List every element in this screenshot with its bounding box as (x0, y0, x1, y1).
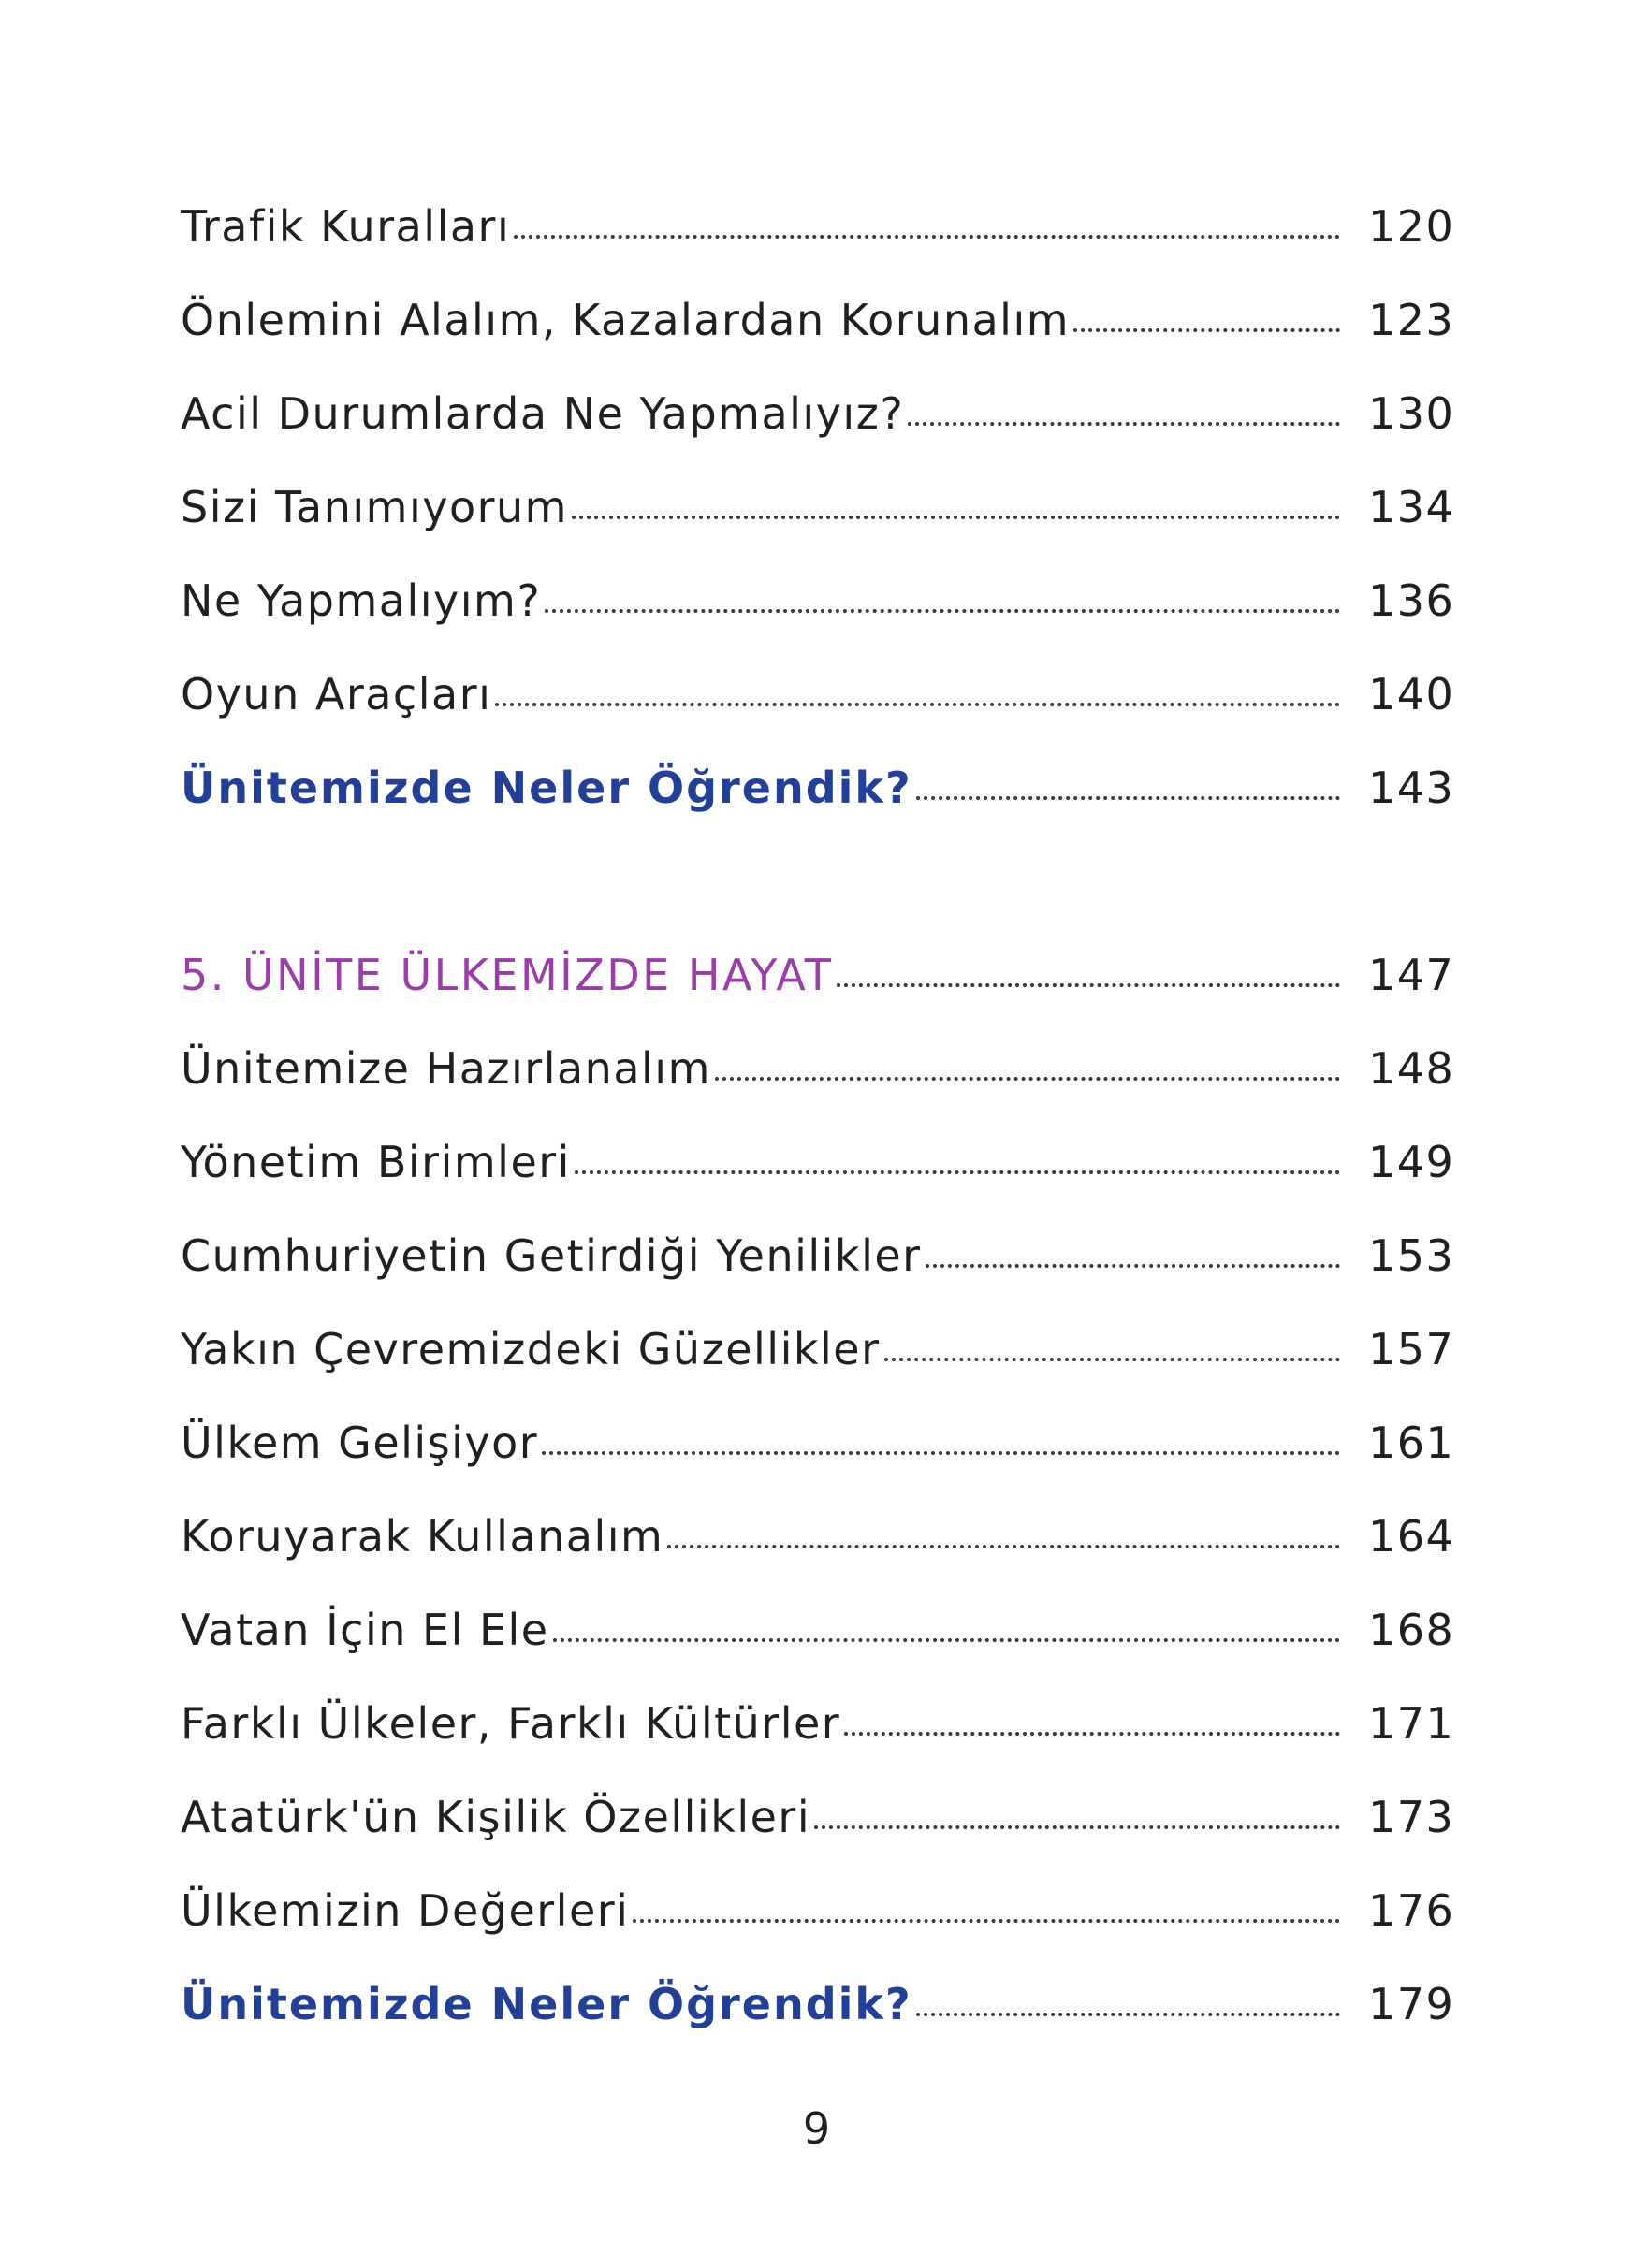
toc-entry-title: Ne Yapmalıyım? (181, 575, 542, 626)
toc-entry-page: 173 (1368, 1792, 1455, 1842)
dot-leader (884, 1358, 1341, 1361)
toc-entry-cumhuriyetin-getirdigi[interactable] (181, 1209, 1455, 1302)
dot-leader (916, 2013, 1340, 2016)
toc-entry-title: Acil Durumlarda Ne Yapmalıyız? (181, 388, 905, 439)
toc-entry-page: 148 (1368, 1043, 1455, 1094)
section-gap (181, 835, 1443, 928)
toc-entry-koruyarak-kullanalim[interactable] (181, 1490, 1455, 1583)
toc-entry-page: 161 (1368, 1418, 1455, 1468)
toc-entry-trafik-kurallari[interactable] (181, 180, 1455, 273)
toc-entry-title: Ülkemizin Değerleri (181, 1885, 630, 1936)
dot-leader (553, 1638, 1340, 1642)
toc-entry-farkli-ulkeler[interactable] (181, 1677, 1455, 1770)
toc-entry-title: Cumhuriyetin Getirdiği Yenilikler (181, 1230, 922, 1281)
toc-entry-ulkem-gelisiyor[interactable] (181, 1396, 1455, 1490)
toc-entry-title: Trafik Kuralları (181, 201, 511, 252)
dot-leader (844, 1732, 1340, 1736)
toc-entry-ne-yapmaliyim[interactable] (181, 554, 1455, 647)
toc-entry-page: 134 (1368, 482, 1455, 532)
toc-entry-page: 179 (1368, 1979, 1455, 2029)
toc-entry-unit-summary[interactable] (181, 1957, 1455, 2051)
toc-entry-page: 149 (1368, 1137, 1455, 1187)
dot-leader (715, 1077, 1340, 1081)
table-of-contents (181, 180, 1455, 2051)
toc-entry-page: 123 (1368, 295, 1455, 345)
toc-entry-ataturkun-kisilik[interactable] (181, 1770, 1455, 1864)
toc-entry-title: Sizi Tanımıyorum (181, 482, 568, 532)
toc-entry-page: 143 (1368, 763, 1455, 813)
toc-entry-title: Ünitemizde Neler Öğrendik? (181, 1979, 912, 2029)
toc-entry-yonetim-birimleri[interactable] (181, 1115, 1455, 1209)
unit-title: 5. ÜNİTE ÜLKEMİZDE HAYAT (181, 950, 834, 1000)
toc-entry-page: 176 (1368, 1885, 1455, 1936)
unit-page: 147 (1368, 950, 1455, 1000)
toc-entry-vatan-icin-el-ele[interactable] (181, 1583, 1455, 1677)
toc-entry-page: 153 (1368, 1230, 1455, 1281)
toc-entry-title: Yönetim Birimleri (181, 1137, 571, 1187)
toc-entry-title: Yakın Çevremizdeki Güzellikler (181, 1324, 881, 1374)
toc-entry-unitemize-hazirlanalim[interactable] (181, 1022, 1455, 1115)
dot-leader (542, 1451, 1340, 1455)
toc-entry-page: 130 (1368, 388, 1455, 439)
toc-entry-unit-summary[interactable] (181, 741, 1455, 835)
dot-leader (667, 1545, 1340, 1548)
toc-entry-page: 140 (1368, 669, 1455, 720)
dot-leader (814, 1825, 1340, 1829)
toc-entry-yakin-cevremizdeki[interactable] (181, 1302, 1455, 1396)
toc-entry-page: 171 (1368, 1698, 1455, 1749)
dot-leader (514, 235, 1340, 239)
toc-entry-sizi-tanimiyorum[interactable] (181, 460, 1455, 554)
toc-entry-title: Önlemini Alalım, Kazalardan Korunalım (181, 295, 1071, 345)
toc-entry-title: Atatürk'ün Kişilik Özellikleri (181, 1792, 811, 1842)
toc-entry-ulkemizin-degerleri[interactable] (181, 1864, 1455, 1957)
toc-entry-page: 120 (1368, 201, 1455, 252)
toc-entry-title: Ünitemize Hazırlanalım (181, 1043, 711, 1094)
dot-leader (575, 1170, 1340, 1174)
toc-entry-onlemini-alalim[interactable] (181, 273, 1455, 367)
toc-entry-title: Oyun Araçları (181, 669, 492, 720)
dot-leader (545, 609, 1340, 613)
dot-leader (916, 796, 1340, 800)
toc-entry-acil-durumlarda[interactable] (181, 367, 1455, 460)
toc-entry-title: Koruyarak Kullanalım (181, 1511, 664, 1562)
toc-entry-page: 136 (1368, 575, 1455, 626)
page-number: 9 (802, 2103, 831, 2154)
dot-leader (908, 422, 1340, 426)
dot-leader (495, 703, 1340, 706)
toc-entry-title: Farklı Ülkeler, Farklı Kültürler (181, 1698, 841, 1749)
toc-entry-title: Ünitemizde Neler Öğrendik? (181, 763, 912, 813)
dot-leader (633, 1919, 1340, 1923)
toc-entry-title: Vatan İçin El Ele (181, 1605, 549, 1655)
toc-unit-heading[interactable] (181, 928, 1455, 1022)
toc-entry-page: 168 (1368, 1605, 1455, 1655)
toc-entry-title: Ülkem Gelişiyor (181, 1418, 539, 1468)
dot-leader (1073, 328, 1340, 332)
dot-leader (837, 983, 1340, 987)
toc-entry-page: 164 (1368, 1511, 1455, 1562)
toc-entry-oyun-araclari[interactable] (181, 647, 1455, 741)
dot-leader (572, 516, 1340, 519)
dot-leader (926, 1264, 1340, 1268)
toc-entry-page: 157 (1368, 1324, 1455, 1374)
